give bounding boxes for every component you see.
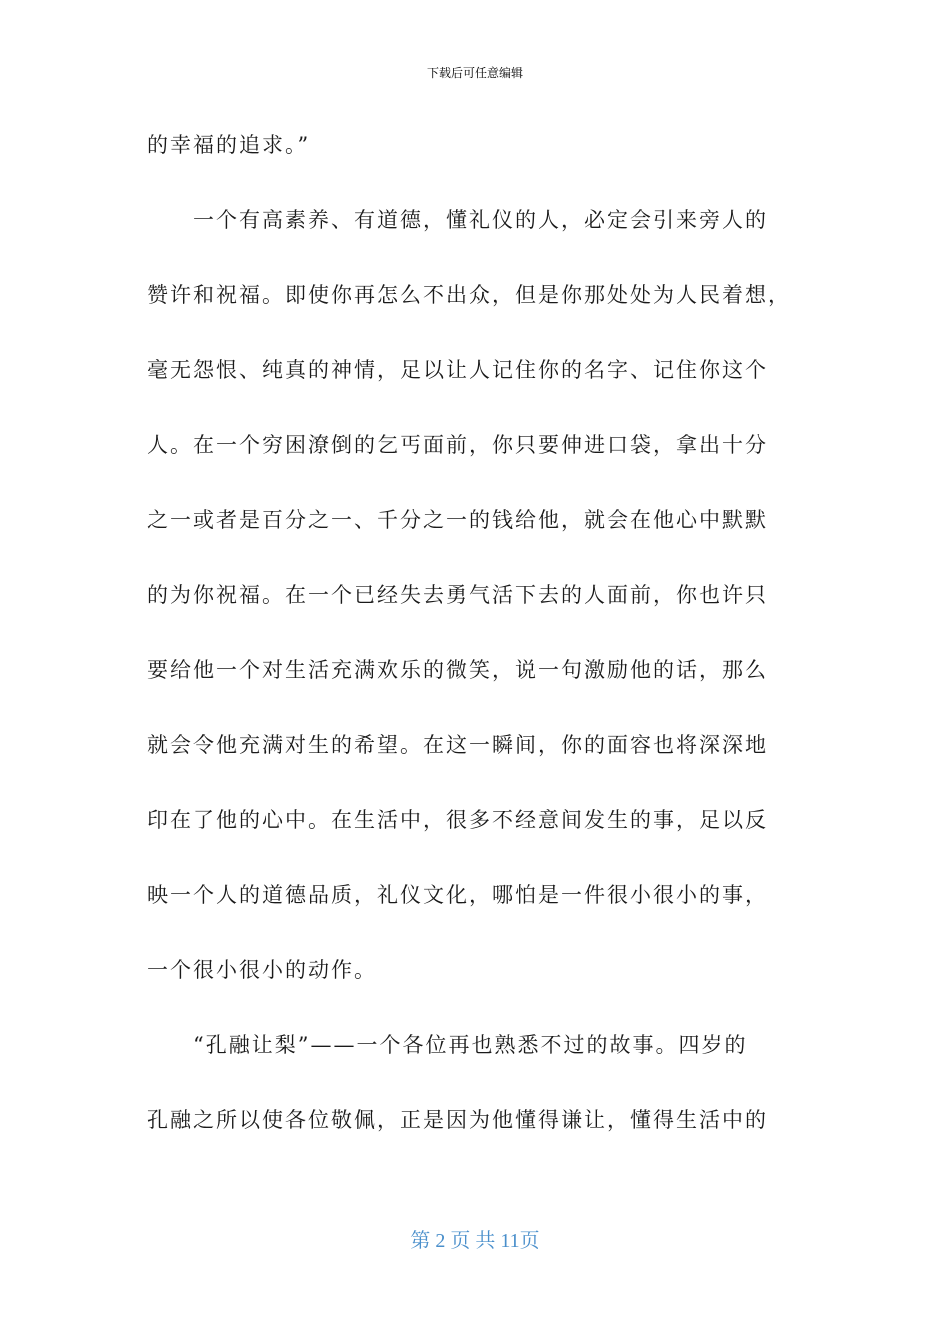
page-header: 下载后可任意编辑 [426, 66, 523, 80]
page-footer: 第 2 页 共 11页 [410, 1230, 540, 1252]
body-line-4: 毫无怨恨、纯真的神情，足以让人记住你的名字、记住你这个 [147, 358, 768, 382]
body-line-14: 孔融之所以使各位敬佩，正是因为他懂得谦让，懂得生活中的 [147, 1108, 768, 1132]
body-line-10: 印在了他的心中。在生活中，很多不经意间发生的事，足以反 [147, 808, 768, 832]
body-line-11: 映一个人的道德品质，礼仪文化，哪怕是一件很小很小的事， [147, 883, 768, 907]
body-line-2: 一个有高素养、有道德，懂礼仪的人，必定会引来旁人的 [193, 208, 768, 232]
body-line-6: 之一或者是百分之一、千分之一的钱给他，就会在他心中默默 [147, 508, 768, 532]
body-line-1: 的幸福的追求。” [147, 133, 311, 157]
body-line-12: 一个很小很小的动作。 [147, 958, 377, 982]
body-line-7: 的为你祝福。在一个已经失去勇气活下去的人面前，你也许只 [147, 583, 768, 607]
body-line-8: 要给他一个对生活充满欢乐的微笑，说一句激励他的话，那么 [147, 658, 768, 682]
body-line-3: 赞许和祝福。即使你再怎么不出众，但是你那处处为人民着想， [147, 283, 791, 307]
body-line-13: “孔融让梨”——一个各位再也熟悉不过的故事。四岁的 [193, 1033, 748, 1057]
body-line-9: 就会令他充满对生的希望。在这一瞬间，你的面容也将深深地 [147, 733, 768, 757]
body-line-5: 人。在一个穷困潦倒的乞丐面前，你只要伸进口袋，拿出十分 [147, 433, 768, 457]
